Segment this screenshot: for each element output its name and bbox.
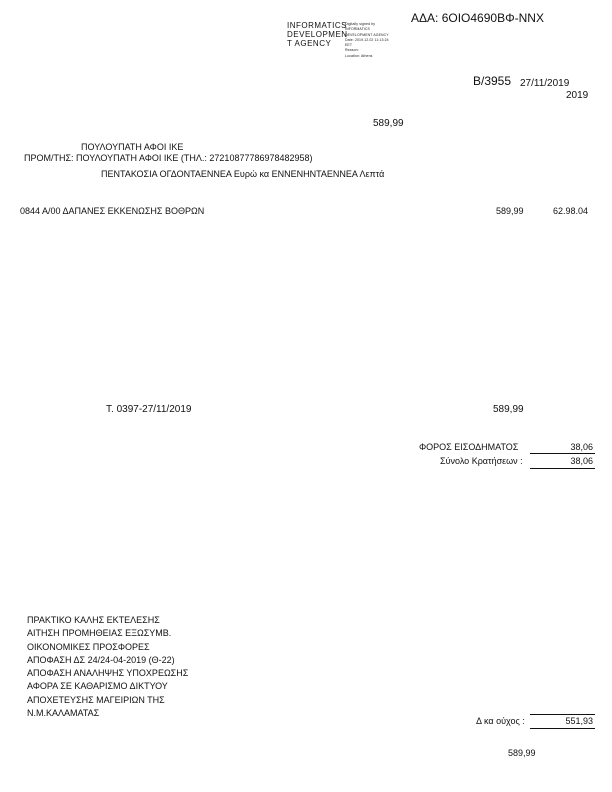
supplier-line: ΠΡΟΜ/ΤΗΣ: ΠΟΥΛΟΥΠΑΤΗ ΑΦΟΙ ΙΚΕ (ΤΗΛ.: 27210877786978482958) (24, 153, 313, 163)
signature-detail-line: DEVELOPMENT AGENCY (345, 32, 389, 37)
income-tax-label: ΦΟΡΟΣ ΕΙΣΟΔΗΜΑΤΟΣ (419, 442, 519, 452)
signature-details (345, 22, 389, 59)
signature-detail-line: Digitally signed by (345, 22, 376, 26)
signature-detail-line: EET (345, 43, 353, 48)
logo-line: INFORMATICS (287, 21, 348, 30)
signature-detail-line: Date: 2019.12.02 11:13:24 (345, 37, 389, 42)
deductions-total-value: 38,06 (570, 456, 593, 466)
note-line: ΑΠΟΦΑΣΗ ΔΣ 24/24-04-2019 (Θ-22) (27, 654, 175, 665)
invoice-reference: Τ. 0397-27/11/2019 (106, 404, 192, 415)
line-item-code: 62.98.04 (553, 206, 589, 216)
note-line: ΑΠΟΦΑΣΗ ΑΝΑΛΗΨΗΣ ΥΠΟΧΡΕΩΣΗΣ (27, 668, 189, 679)
note-line: ΟΙΚΟΝΟΜΙΚΕΣ ΠΡΟΣΦΟΡΕΣ (27, 641, 150, 652)
deductions-total-label: Σύνολο Κρατήσεων : (440, 456, 523, 466)
notes-block (27, 614, 188, 720)
income-tax-underline (530, 453, 595, 454)
income-tax-value: 38,06 (570, 442, 593, 452)
amount-in-words: ΠΕΝΤΑΚΟΣΙΑ ΟΓΔΟΝΤΑΕΝΝΕΑ Ευρώ κα ΕΝΝΕΝΗΝΤΑΕΝΝΕΑ Λεπτά (101, 169, 385, 179)
note-line: Ν.Μ.ΚΑΛΑΜΑΤΑΣ (27, 708, 100, 719)
payable-label: Δ κα ούχος : (476, 716, 525, 726)
supplier-name: ΠΟΥΛΟΥΠΑΤΗ ΑΦΟΙ ΙΚΕ (81, 142, 184, 152)
note-line: ΑΙΤΗΣΗ ΠΡΟΜΗΘΕΙΑΣ ΕΞΩΣΥΜΒ. (27, 628, 172, 639)
signature-detail-line: Reason: (345, 48, 359, 53)
line-item-description: 0844 Α/00 ΔΑΠΑΝΕΣ ΕΚΚΕΝΩΣΗΣ ΒΟΘΡΩΝ (20, 206, 205, 216)
amount-bottom: 589,99 (508, 748, 536, 758)
invoice-amount: 589,99 (493, 404, 524, 415)
logo-line: T AGENCY (287, 39, 332, 48)
document-date: 27/11/2019 (520, 78, 570, 89)
payable-bottom-rule (530, 728, 595, 729)
line-item-amount: 589,99 (496, 206, 524, 216)
logo-line: DEVELOPMEN (287, 30, 348, 39)
document-year: 2019 (566, 90, 589, 101)
note-line: ΑΦΟΡΑ ΣΕ ΚΑΘΑΡΙΣΜΟ ΔΙΚΤΥΟΥ (27, 681, 168, 692)
signature-logo (287, 21, 348, 48)
note-line: ΑΠΟΧΕΤΕΥΣΗΣ ΜΑΓΕΙΡΙΩΝ ΤΗΣ (27, 694, 165, 705)
signature-detail-line: INFORMATICS (345, 27, 370, 32)
payable-value: 551,93 (565, 716, 593, 726)
deductions-total-underline (530, 468, 595, 469)
ada-code: ΑΔΑ: 6ΟΙΟ4690ΒΦ-ΝΝΧ (411, 11, 544, 25)
document-number: Β/3955 (473, 74, 512, 88)
note-line: ΠΡΑΚΤΙΚΟ ΚΑΛΗΣ ΕΚΤΕΛΕΣΗΣ (27, 615, 160, 625)
amount-top: 589,99 (373, 118, 404, 129)
signature-detail-line: Location: Athens (345, 53, 373, 58)
digital-signature-stamp (287, 21, 407, 57)
payable-top-rule (530, 714, 595, 715)
